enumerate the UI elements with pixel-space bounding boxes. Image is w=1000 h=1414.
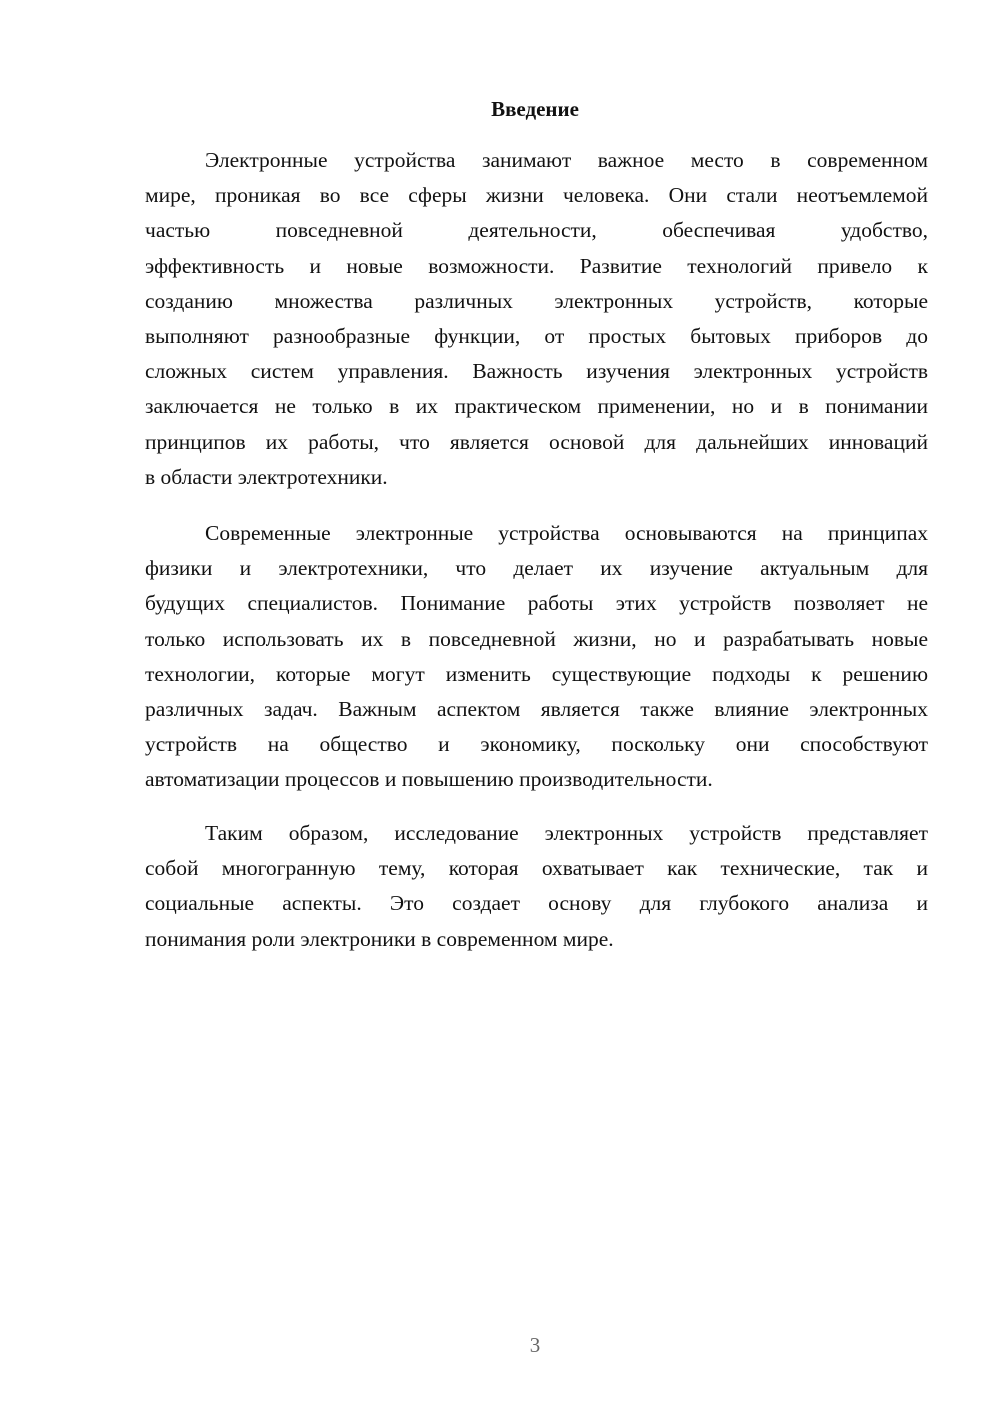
text-line: в области электротехники. xyxy=(145,464,388,489)
text-line: созданию множества различных электронных устройств, которые xyxy=(145,288,928,313)
text-line: эффективность и новые возможности. Развитие технологий привело к xyxy=(145,253,928,278)
paragraph-1 xyxy=(145,143,928,495)
paragraph-2 xyxy=(145,516,928,798)
text-line: выполняют разнообразные функции, от простых бытовых приборов до xyxy=(145,323,928,348)
text-line: понимания роли электроники в современном мире. xyxy=(145,926,614,951)
text-line: различных задач. Важным аспектом является также влияние электронных xyxy=(145,696,928,721)
text-line: Современные электронные устройства основываются на принципах xyxy=(205,521,928,545)
text-line: собой многогранную тему, которая охватывает как технические, так и xyxy=(145,856,928,881)
text-line: принципов их работы, что является основой для дальнейших инноваций xyxy=(145,429,928,454)
paragraph-3 xyxy=(145,816,928,957)
text-line: заключается не только в их практическом применении, но и в понимании xyxy=(145,394,928,419)
text-line: Таким образом, исследование электронных устройств представляет xyxy=(205,821,928,845)
text-line: технологии, которые могут изменить существующие подходы к решению xyxy=(145,661,928,686)
text-line: только использовать их в повседневной жизни, но и разрабатывать новые xyxy=(145,626,928,651)
text-line: автоматизации процессов и повышению производительности. xyxy=(145,767,713,792)
text-line: будущих специалистов. Понимание работы этих устройств позволяет не xyxy=(145,591,928,616)
text-line: сложных систем управления. Важность изучения электронных устройств xyxy=(145,359,928,384)
text-line: Электронные устройства занимают важное место в современном xyxy=(205,148,928,172)
section-title: Введение xyxy=(491,97,579,121)
text-line: социальные аспекты. Это создает основу для глубокого анализа и xyxy=(145,891,928,916)
text-line: частью повседневной деятельности, обеспечивая удобство, xyxy=(145,218,928,243)
text-line: мире, проникая во все сферы жизни человека. Они стали неотъемлемой xyxy=(145,183,928,208)
text-line: устройств на общество и экономику, поскольку они способствуют xyxy=(145,732,928,757)
page-number: 3 xyxy=(529,1333,541,1357)
text-line: физики и электротехники, что делает их изучение актуальным для xyxy=(145,556,928,581)
